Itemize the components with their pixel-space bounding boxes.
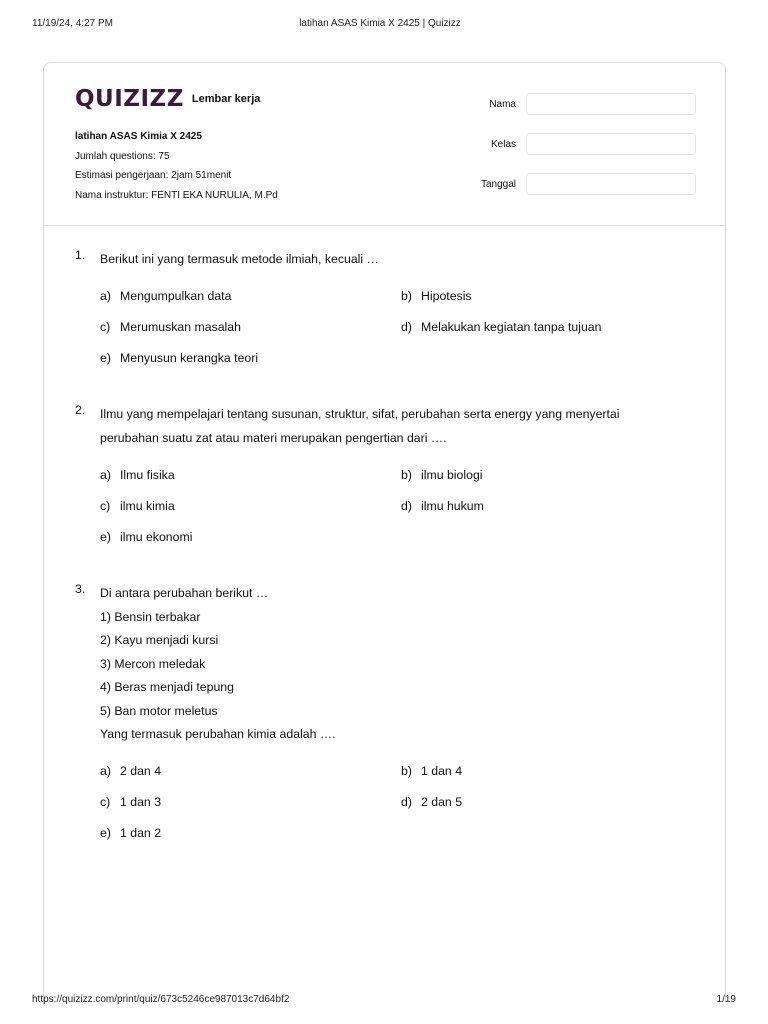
option-letter: e) — [100, 530, 111, 544]
field-label-kelas: Kelas — [490, 139, 516, 150]
option-text: Merumuskan masalah — [120, 320, 241, 334]
option-3a[interactable] — [100, 764, 161, 778]
option-text: Melakukan kegiatan tanpa tujuan — [421, 320, 602, 334]
tanggal-input[interactable] — [526, 173, 696, 195]
page-number: 1/19 — [716, 994, 736, 1005]
worksheet-header — [44, 63, 725, 226]
option-2e[interactable] — [100, 530, 192, 544]
question-number: 2. — [75, 403, 86, 417]
option-2d[interactable] — [401, 499, 484, 513]
kelas-input[interactable] — [526, 133, 696, 155]
question-line: 1) Bensin terbakar — [100, 609, 201, 624]
question-line: Berikut ini yang termasuk metode ilmiah, kecuali … — [100, 252, 379, 266]
option-1e[interactable] — [100, 351, 258, 365]
field-kelas — [474, 133, 696, 173]
question-line: 3) Mercon meledak — [100, 656, 206, 671]
option-text: ilmu kimia — [120, 499, 175, 513]
student-fields — [474, 93, 696, 213]
question-line: 2) Kayu menjadi kursi — [100, 633, 219, 647]
quizizz-logo — [75, 85, 260, 113]
option-letter: c) — [100, 499, 111, 513]
question-text — [100, 248, 660, 272]
print-url: https://quizizz.com/print/quiz/673c5246ce987013c7d64bf2 — [32, 994, 290, 1005]
quiz-title: latihan ASAS Kimia X 2425 — [75, 131, 202, 142]
option-1a[interactable] — [100, 289, 231, 303]
field-label-tanggal: Tanggal — [480, 179, 516, 190]
option-letter: d) — [401, 795, 412, 809]
option-letter: a) — [100, 289, 111, 303]
option-letter: b) — [401, 764, 412, 778]
option-letter: c) — [100, 320, 111, 334]
question-line: perubahan suatu zat atau materi merupakan pengertian dari …. — [100, 430, 447, 445]
instructor-name: Nama instruktur: FENTI EKA NURULIA, M.Pd — [75, 189, 278, 201]
option-text: 1 dan 4 — [421, 764, 463, 778]
option-3e[interactable] — [100, 826, 161, 840]
option-text: ilmu hukum — [421, 499, 484, 513]
option-text: 1 dan 2 — [120, 826, 162, 840]
option-text: Menyusun kerangka teori — [120, 351, 259, 365]
worksheet — [43, 62, 726, 1002]
option-letter: a) — [100, 468, 111, 482]
option-letter: b) — [401, 289, 412, 303]
option-3b[interactable] — [401, 764, 462, 778]
option-letter: e) — [100, 826, 111, 840]
field-label-nama: Nama — [489, 99, 516, 110]
option-letter: d) — [401, 320, 412, 334]
question-line: Di antara perubahan berikut … — [100, 586, 269, 600]
option-letter: e) — [100, 351, 111, 365]
option-2b[interactable] — [401, 468, 483, 482]
option-3c[interactable] — [100, 795, 161, 809]
question-line: 4) Beras menjadi tepung — [100, 680, 234, 694]
option-letter: b) — [401, 468, 412, 482]
question-line: 5) Ban motor meletus — [100, 703, 218, 718]
option-text: Hipotesis — [421, 289, 472, 303]
question-line: Yang termasuk perubahan kimia adalah …. — [100, 727, 336, 741]
brand-subtitle: Lembar kerja — [191, 93, 261, 105]
nama-input[interactable] — [526, 93, 696, 115]
option-text: 1 dan 3 — [120, 795, 162, 809]
quiz-meta — [75, 127, 278, 205]
option-letter: c) — [100, 795, 111, 809]
question-number: 1. — [75, 248, 86, 262]
option-1c[interactable] — [100, 320, 241, 334]
option-letter: d) — [401, 499, 412, 513]
option-3d[interactable] — [401, 795, 462, 809]
option-text: ilmu ekonomi — [120, 530, 193, 544]
option-letter: a) — [100, 764, 111, 778]
print-page-title: latihan ASAS Kimia X 2425 | Quizizz — [299, 18, 461, 29]
duration-estimate: Estimasi pengerjaan: 2jam 51menit — [75, 170, 232, 181]
option-2a[interactable] — [100, 468, 175, 482]
option-text: 2 dan 4 — [120, 764, 162, 778]
option-text: Mengumpulkan data — [120, 289, 232, 303]
print-header — [32, 18, 728, 32]
option-text: 2 dan 5 — [421, 795, 463, 809]
brand-wordmark: QUIZIZZ — [75, 86, 184, 112]
question-text — [100, 403, 660, 450]
option-1b[interactable] — [401, 289, 472, 303]
question-text — [100, 582, 660, 747]
option-1d[interactable] — [401, 320, 602, 334]
option-2c[interactable] — [100, 499, 175, 513]
question-number: 3. — [75, 582, 86, 596]
option-text: Ilmu fisika — [120, 468, 175, 482]
questions-count: Jumlah questions: 75 — [75, 150, 170, 162]
question-line: Ilmu yang mempelajari tentang susunan, struktur, sifat, perubahan serta energy yang menyertai — [100, 407, 620, 421]
field-tanggal — [474, 173, 696, 213]
option-text: ilmu biologi — [421, 468, 483, 482]
print-footer — [32, 994, 736, 1008]
print-datetime: 11/19/24, 4:27 PM — [32, 18, 113, 29]
field-nama — [474, 93, 696, 133]
